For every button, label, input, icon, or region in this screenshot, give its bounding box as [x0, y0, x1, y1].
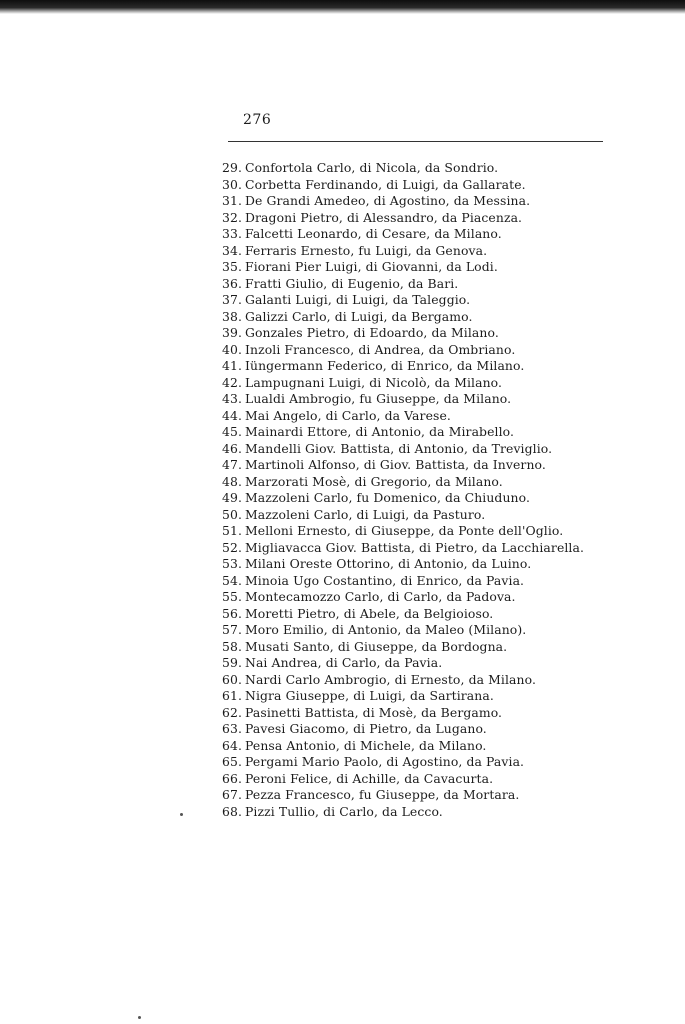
list-entry — [208, 160, 608, 177]
list-entry — [208, 606, 608, 623]
entry-number: 64. — [221, 737, 242, 753]
list-entry — [208, 441, 608, 458]
list-entry — [208, 573, 608, 590]
list-entry — [208, 556, 608, 573]
list-entry — [208, 358, 608, 375]
entry-text: Moretti Pietro, di Abele, da Belgioioso. — [245, 605, 494, 621]
entry-number: 62. — [221, 704, 242, 720]
entry-number: 60. — [221, 671, 242, 687]
scan-speck — [180, 813, 183, 816]
entry-text: Nai Andrea, di Carlo, da Pavia. — [245, 655, 443, 670]
entry-number: 66. — [221, 770, 242, 786]
entry-number: 38. — [221, 308, 242, 324]
list-entry — [208, 771, 608, 788]
page-number: 276 — [243, 112, 272, 128]
entry-text: Gonzales Pietro, di Edoardo, da Milano. — [245, 325, 499, 340]
entry-number: 36. — [221, 275, 242, 291]
entry-text: Martinoli Alfonso, di Giov. Battista, da Inverno. — [245, 457, 546, 472]
entry-text: Pergami Mario Paolo, di Agostino, da Pavia. — [245, 754, 525, 769]
list-entry — [208, 292, 608, 309]
entry-number: 56. — [221, 605, 242, 621]
list-entry — [208, 424, 608, 441]
list-entry — [208, 243, 608, 260]
entry-text: Iüngermann Federico, di Enrico, da Milano. — [245, 358, 525, 373]
entry-number: 51. — [221, 523, 242, 538]
entry-number: 49. — [221, 490, 242, 505]
entry-text: Galizzi Carlo, di Luigi, da Bergamo. — [245, 308, 473, 324]
entry-text: Falcetti Leonardo, di Cesare, da Milano. — [245, 226, 502, 241]
entry-text: Mazzoleni Carlo, fu Domenico, da Chiuduno. — [245, 490, 530, 505]
entry-text: Dragoni Pietro, di Alessandro, da Piacenza. — [245, 209, 523, 225]
entry-text: Mandelli Giov. Battista, di Antonio, da Treviglio. — [245, 440, 553, 456]
list-entry — [208, 391, 608, 408]
entry-number: 40. — [221, 341, 242, 357]
list-entry — [208, 342, 608, 359]
entry-text: Nardi Carlo Ambrogio, di Ernesto, da Milano. — [245, 671, 536, 687]
list-entry — [208, 523, 608, 540]
entry-text: Fiorani Pier Luigi, di Giovanni, da Lodi. — [245, 259, 498, 274]
entry-text: Corbetta Ferdinando, di Luigi, da Gallarate. — [245, 176, 526, 192]
entry-number: 48. — [221, 473, 242, 489]
entry-number: 54. — [221, 572, 242, 588]
list-entry — [208, 309, 608, 326]
entry-number: 33. — [221, 226, 242, 241]
entry-text: Inzoli Francesco, di Andrea, da Ombriano. — [245, 341, 516, 357]
list-entry — [208, 540, 608, 557]
list-entry — [208, 226, 608, 243]
list-entry — [208, 721, 608, 738]
list-entry — [208, 738, 608, 755]
entry-number: 42. — [221, 374, 242, 390]
entry-number: 45. — [221, 424, 242, 439]
entry-number: 44. — [221, 407, 242, 423]
entry-number: 31. — [221, 193, 242, 208]
entry-text: Musati Santo, di Giuseppe, da Bordogna. — [245, 638, 508, 654]
scan-speck — [138, 1016, 141, 1019]
entry-text: Marzorati Mosè, di Gregorio, da Milano. — [245, 473, 503, 489]
entry-text: Pavesi Giacomo, di Pietro, da Lugano. — [245, 721, 487, 736]
entry-number: 46. — [221, 440, 242, 456]
entry-number: 55. — [221, 589, 242, 604]
entry-number: 30. — [221, 176, 242, 192]
list-entry — [208, 705, 608, 722]
entry-text: Pezza Francesco, fu Giuseppe, da Mortara. — [245, 787, 520, 802]
entry-text: Moro Emilio, di Antonio, da Maleo (Milano). — [245, 622, 527, 637]
entry-number: 67. — [221, 787, 242, 802]
list-entry — [208, 408, 608, 425]
entry-number: 32. — [221, 209, 242, 225]
entry-number: 37. — [221, 292, 242, 307]
entry-text: Milani Oreste Ottorino, di Antonio, da Luino. — [245, 556, 532, 571]
entry-text: Galanti Luigi, di Luigi, da Taleggio. — [245, 292, 471, 307]
entry-text: Mai Angelo, di Carlo, da Varese. — [245, 407, 451, 423]
list-entry — [208, 754, 608, 771]
entry-number: 43. — [221, 391, 242, 406]
entry-text: Migliavacca Giov. Battista, di Pietro, da Lacchiarella. — [245, 539, 585, 555]
list-entry — [208, 589, 608, 606]
entry-text: Minoia Ugo Costantino, di Enrico, da Pavia. — [245, 572, 525, 588]
list-entry — [208, 375, 608, 392]
entry-text: Confortola Carlo, di Nicola, da Sondrio. — [245, 160, 499, 175]
list-entry — [208, 622, 608, 639]
entry-number: 68. — [221, 803, 242, 819]
entry-number: 29. — [221, 160, 242, 175]
scan-top-edge — [0, 0, 685, 14]
entry-number: 35. — [221, 259, 242, 274]
entry-text: Lualdi Ambrogio, fu Giuseppe, da Milano. — [245, 391, 512, 406]
entry-number: 34. — [221, 242, 242, 258]
entry-text: Lampugnani Luigi, di Nicolò, da Milano. — [245, 374, 503, 390]
list-entry — [208, 193, 608, 210]
list-entry — [208, 672, 608, 689]
entry-number: 63. — [221, 721, 242, 736]
header-rule — [228, 141, 603, 142]
entry-number: 41. — [221, 358, 242, 373]
list-entry — [208, 688, 608, 705]
list-entry — [208, 474, 608, 491]
entry-text: Melloni Ernesto, di Giuseppe, da Ponte dell'Oglio. — [245, 523, 564, 538]
list-entry — [208, 490, 608, 507]
entry-number: 58. — [221, 638, 242, 654]
list-entry — [208, 655, 608, 672]
entry-number: 39. — [221, 325, 242, 340]
entry-text: Peroni Felice, di Achille, da Cavacurta. — [245, 770, 494, 786]
list-entry — [208, 177, 608, 194]
entry-number: 52. — [221, 539, 242, 555]
entry-text: Ferraris Ernesto, fu Luigi, da Genova. — [245, 242, 488, 258]
list-entry — [208, 787, 608, 804]
entry-text: Pasinetti Battista, di Mosè, da Bergamo. — [245, 704, 503, 720]
list-entry — [208, 276, 608, 293]
entry-text: Pizzi Tullio, di Carlo, da Lecco. — [245, 803, 443, 819]
entry-number: 50. — [221, 506, 242, 522]
entry-text: Mazzoleni Carlo, di Luigi, da Pasturo. — [245, 506, 486, 522]
list-entry — [208, 457, 608, 474]
entry-number: 53. — [221, 556, 242, 571]
entry-text: Montecamozzo Carlo, di Carlo, da Padova. — [245, 589, 516, 604]
name-list — [208, 160, 608, 820]
entry-text: Mainardi Ettore, di Antonio, da Mirabello. — [245, 424, 515, 439]
list-entry — [208, 325, 608, 342]
entry-number: 47. — [221, 457, 242, 472]
entry-text: De Grandi Amedeo, di Agostino, da Messina. — [245, 193, 531, 208]
list-entry — [208, 804, 608, 821]
list-entry — [208, 210, 608, 227]
list-entry — [208, 259, 608, 276]
entry-number: 65. — [221, 754, 242, 769]
list-entry — [208, 639, 608, 656]
entry-text: Pensa Antonio, di Michele, da Milano. — [245, 737, 487, 753]
entry-number: 61. — [221, 688, 242, 703]
entry-text: Nigra Giuseppe, di Luigi, da Sartirana. — [245, 688, 494, 703]
list-entry — [208, 507, 608, 524]
entry-number: 57. — [221, 622, 242, 637]
entry-text: Fratti Giulio, di Eugenio, da Bari. — [245, 275, 459, 291]
entry-number: 59. — [221, 655, 242, 670]
